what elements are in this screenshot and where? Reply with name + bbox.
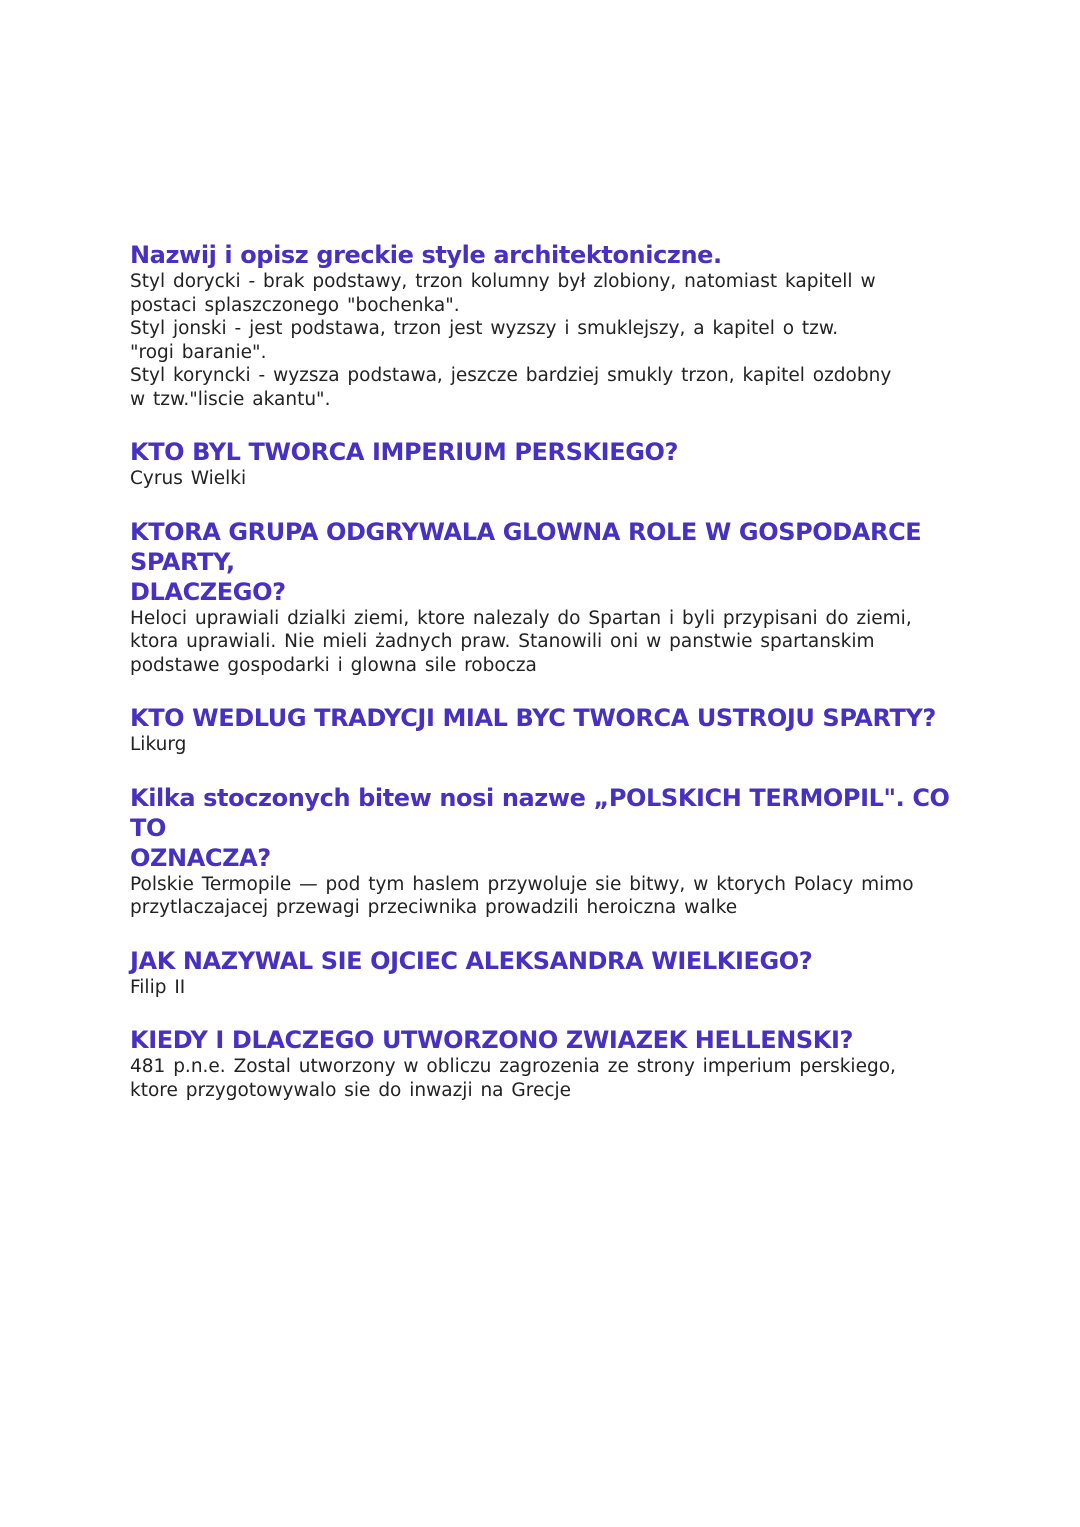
qa-section-hellenic-league <box>130 1025 950 1102</box>
question-heading: KIEDY I DLACZEGO UTWORZONO ZWIAZEK HELLENSKI? <box>130 1026 854 1054</box>
answer-line: ktora uprawiali. Nie mieli żadnych praw. Stanowili oni w panstwie spartanskim <box>130 631 875 652</box>
answer-line: Cyrus Wielki <box>130 468 247 489</box>
answer-line: Styl jonski - jest podstawa, trzon jest wyzszy i smuklejszy, a kapitel o tzw. <box>130 318 839 339</box>
question-heading: KTORA GRUPA ODGRYWALA GLOWNA ROLE W GOSPODARCE SPARTY, <box>130 517 922 576</box>
answer-line: Filip II <box>130 976 186 998</box>
answer-line: ktore przygotowywalo sie do inwazji na Grecje <box>130 1079 572 1101</box>
qa-section-sparta-economy <box>130 517 950 678</box>
question-heading: JAK NAZYWAL SIE OJCIEC ALEKSANDRA WIELKIEGO? <box>130 946 813 975</box>
answer-line: Likurg <box>130 734 187 755</box>
question-heading: KTO BYL TWORCA IMPERIUM PERSKIEGO? <box>130 438 679 466</box>
question-heading: Kilka stoczonych bitew nosi nazwe „POLSKICH TERMOPIL". CO TO <box>130 783 950 842</box>
qa-section-polish-thermopylae <box>130 783 950 920</box>
document-page <box>130 240 950 1102</box>
answer-line: "rogi baranie". <box>130 341 267 363</box>
qa-section-architecture <box>130 240 950 411</box>
qa-section-persian-empire <box>130 437 950 491</box>
answer-line: w tzw."liscie akantu". <box>130 388 331 410</box>
answer-line: Polskie Termopile — pod tym haslem przywoluje sie bitwy, w ktorych Polacy mimo <box>130 873 914 895</box>
question-heading: OZNACZA? <box>130 843 271 872</box>
answer-line: postaci splaszczonego "bochenka". <box>130 294 460 316</box>
answer-line: przytlaczajacej przewagi przeciwnika prowadzili heroiczna walke <box>130 897 738 918</box>
question-heading: DLACZEGO? <box>130 577 286 606</box>
qa-section-alexander-father <box>130 946 950 1000</box>
question-heading: Nazwij i opisz greckie style architektoniczne. <box>130 241 722 269</box>
answer-line: podstawe gospodarki i glowna sile robocza <box>130 654 537 676</box>
answer-line: Heloci uprawiali dzialki ziemi, ktore nalezaly do Spartan i byli przypisani do ziemi, <box>130 607 912 629</box>
answer-line: Styl dorycki - brak podstawy, trzon kolumny był zlobiony, natomiast kapitell w <box>130 271 876 292</box>
answer-line: Styl koryncki - wyzsza podstawa, jeszcze bardziej smukly trzon, kapitel ozdobny <box>130 365 892 386</box>
answer-line: 481 p.n.e. Zostal utworzony w obliczu zagrozenia ze strony imperium perskiego, <box>130 1056 896 1077</box>
question-heading: KTO WEDLUG TRADYCJI MIAL BYC TWORCA USTROJU SPARTY? <box>130 704 936 732</box>
qa-section-sparta-system <box>130 703 950 757</box>
